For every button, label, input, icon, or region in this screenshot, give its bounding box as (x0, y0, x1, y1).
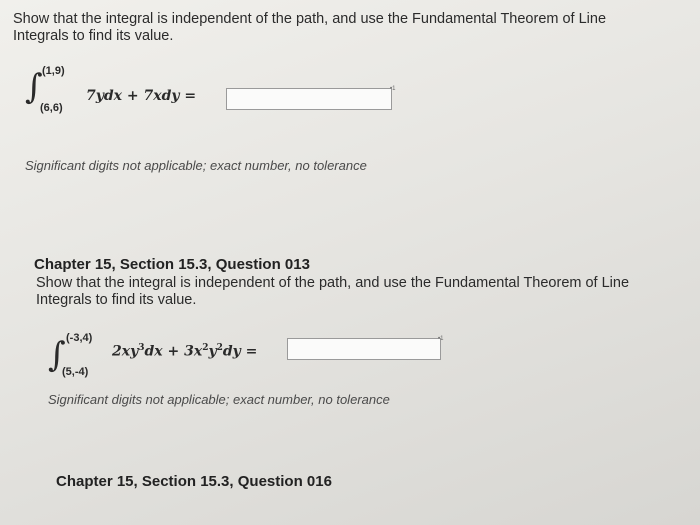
q1-prompt-line1: Show that the integral is independent of the path, and use the Fundamental Theorem of Line (13, 11, 607, 27)
q2-term1: 2xy (112, 343, 139, 360)
q2-lower-limit: (5,-4) (62, 366, 89, 378)
q1-prompt-line2: Integrals to find its value. (13, 28, 174, 44)
q2-box-mark: •1 (438, 336, 444, 342)
q1-lower-limit: (6,6) (40, 102, 63, 114)
q3-heading: Chapter 15, Section 15.3, Question 016 (56, 473, 332, 490)
q1-integral-sign: ∫ (25, 67, 43, 107)
q2-integrand (112, 343, 257, 360)
q1-upper-limit: (1,9) (42, 65, 65, 77)
q2-upper-limit: (-3,4) (66, 332, 93, 344)
q1-box-mark: •1 (390, 86, 396, 92)
q2-term2-mid: y (208, 343, 217, 360)
q2-term1-exp: 3 (138, 343, 145, 353)
q2-term2-exp1: 2 (202, 343, 209, 353)
q2-term2-exp2: 2 (216, 343, 223, 353)
q2-prompt-line2: Integrals to find its value. (36, 292, 197, 308)
q1-answer-input[interactable] (226, 88, 392, 110)
q1-integrand: 7ydx + 7xdy = (86, 88, 197, 104)
q2-integral-sign: ∫ (48, 335, 66, 375)
q2-term1-tail: dx + 3x (144, 343, 203, 360)
q2-answer-input[interactable] (287, 336, 444, 360)
q2-prompt-line1: Show that the integral is independent of the path, and use the Fundamental Theorem of Line (36, 275, 630, 291)
q1-note: Significant digits not applicable; exact number, no tolerance (25, 158, 367, 173)
q2-prompt (36, 275, 686, 309)
q2-note: Significant digits not applicable; exact number, no tolerance (48, 392, 390, 407)
q2-heading: Chapter 15, Section 15.3, Question 013 (34, 256, 310, 273)
q2-term2-tail: dy = (222, 343, 258, 360)
q1-prompt (13, 11, 693, 45)
